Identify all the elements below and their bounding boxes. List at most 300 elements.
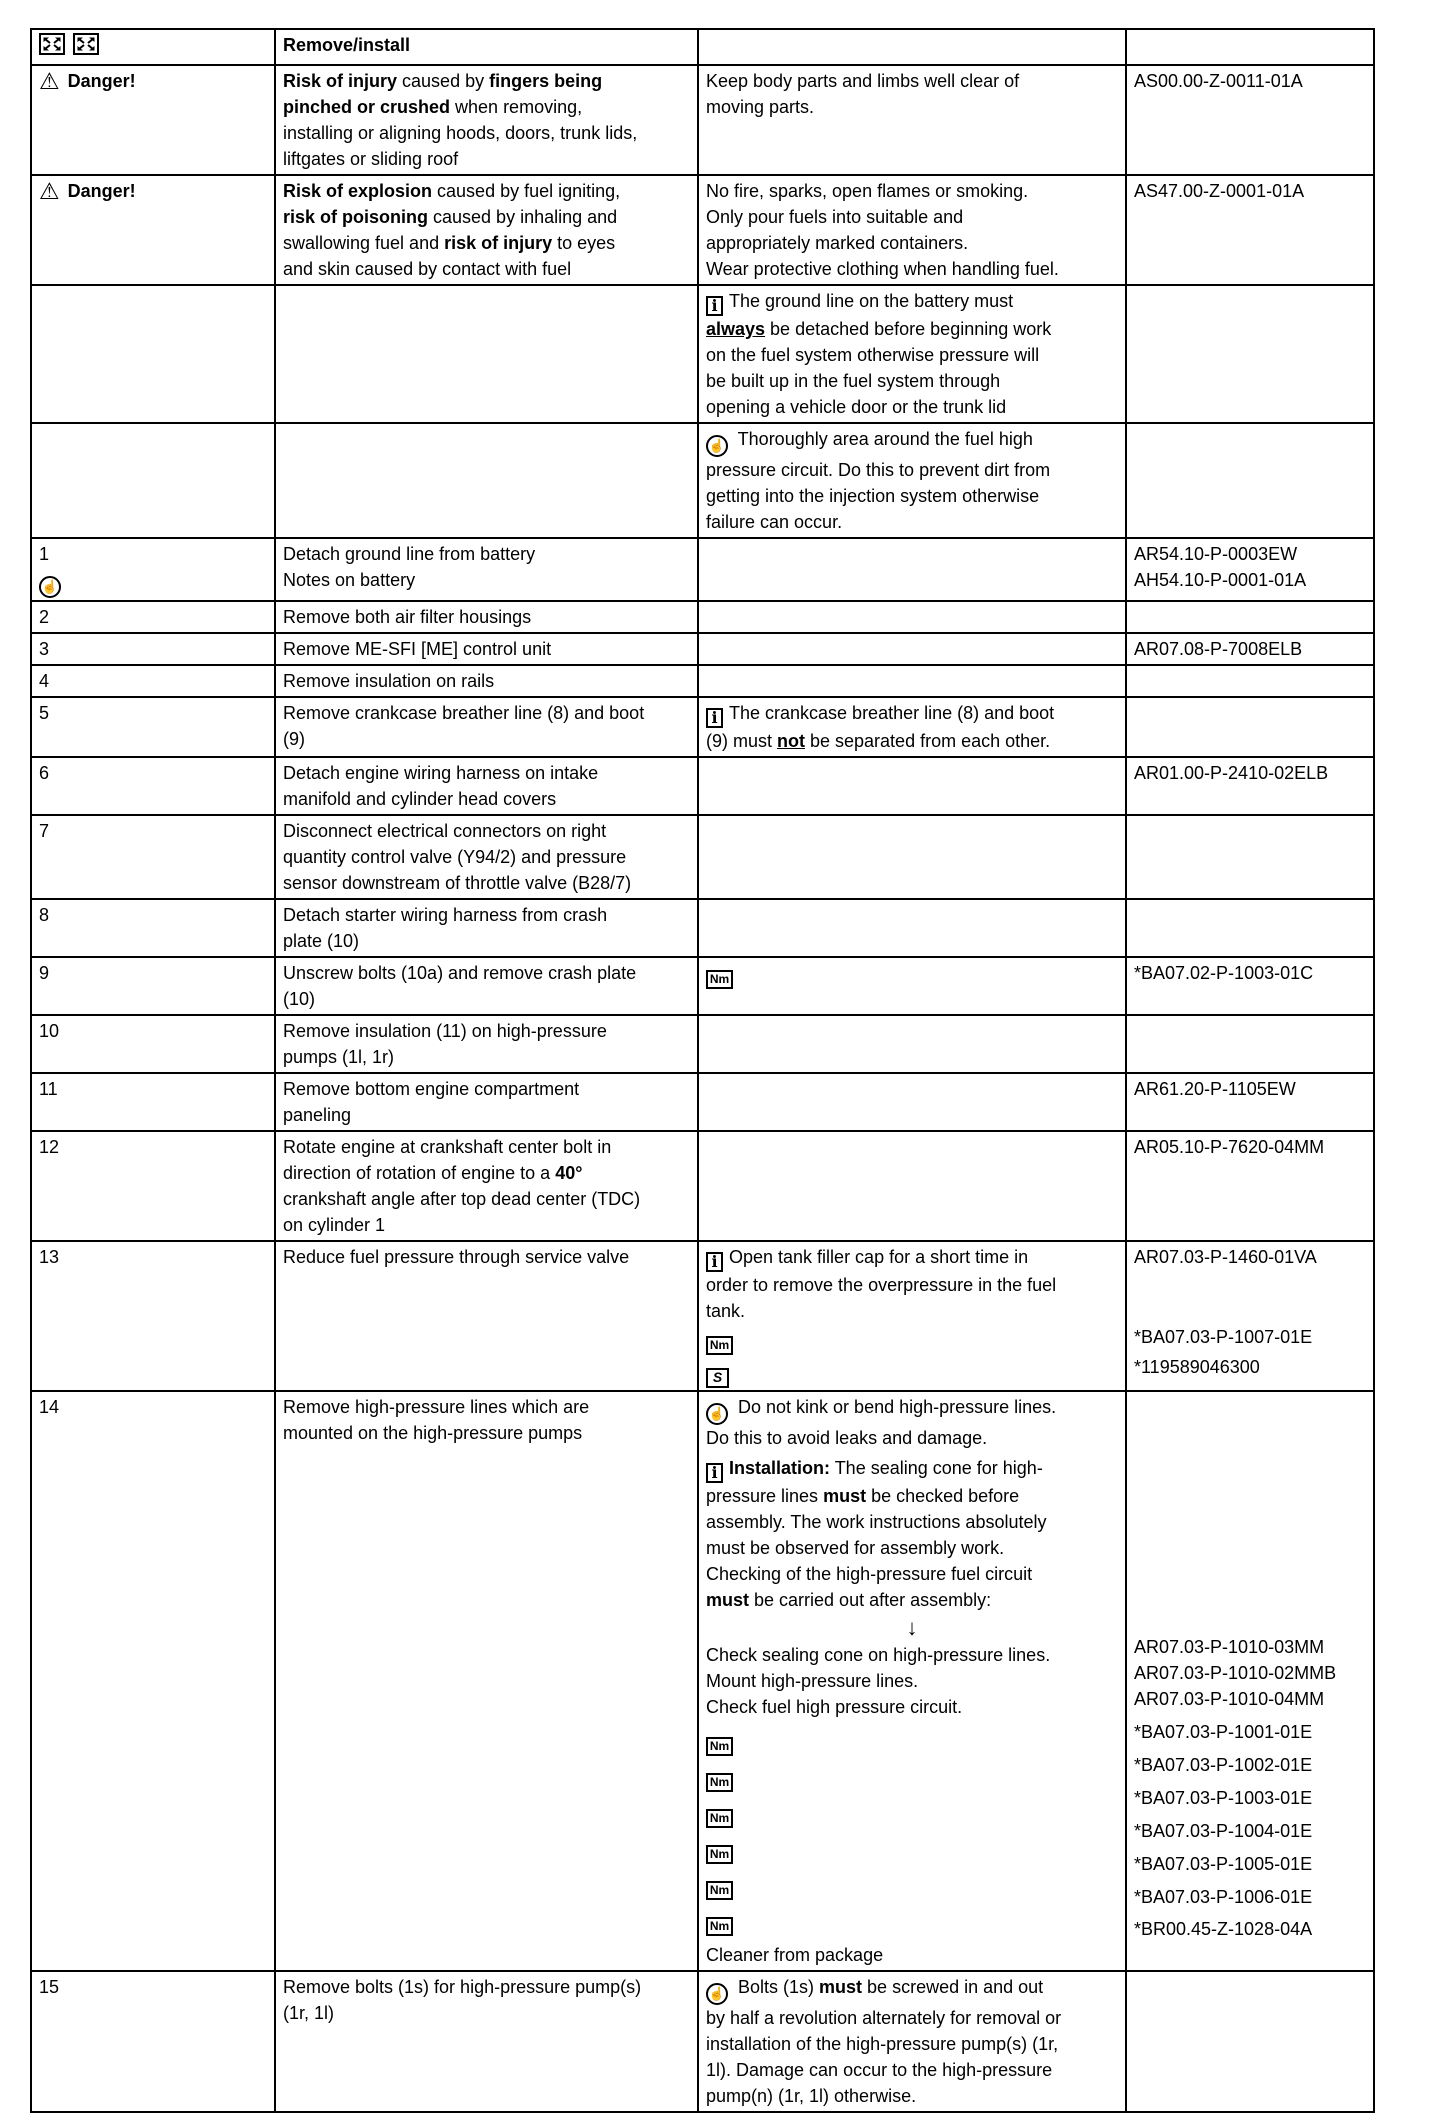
note-row-cleanliness-instruction-cell bbox=[275, 423, 698, 538]
text-line bbox=[283, 1102, 690, 1128]
text-line bbox=[1134, 1752, 1366, 1778]
text-line bbox=[39, 32, 267, 62]
text-line bbox=[706, 1455, 1118, 1483]
text-segment: AR07.03-P-1010-04MM bbox=[1134, 1689, 1325, 1709]
text-segment: *BA07.03-P-1003-01E bbox=[1134, 1788, 1313, 1808]
text-segment: *BA07.02-P-1003-01C bbox=[1134, 963, 1314, 983]
text-line bbox=[1134, 1818, 1366, 1844]
text-segment: must bbox=[819, 1977, 863, 1997]
text-segment: 3 bbox=[39, 639, 50, 659]
text-line bbox=[283, 204, 690, 230]
text-line bbox=[283, 902, 690, 928]
text-segment: assembly. The work instructions absolutely bbox=[706, 1512, 1047, 1532]
note-row-ground-line-notes-cell bbox=[698, 285, 1126, 423]
text-line bbox=[1134, 1134, 1366, 1160]
text-segment: (10) bbox=[283, 989, 316, 1009]
step-row-14-step-cell bbox=[31, 1391, 275, 1971]
nm-icon: Nm bbox=[706, 1773, 733, 1792]
text-segment: Rotate engine at crankshaft center bolt in bbox=[283, 1137, 612, 1157]
text-line bbox=[1134, 1634, 1366, 1660]
text-segment: Remove both air filter housings bbox=[283, 607, 532, 627]
text-segment: Checking of the high-pressure fuel circuit bbox=[706, 1564, 1033, 1584]
step-row-7-step-cell bbox=[31, 815, 275, 899]
text-line bbox=[283, 1186, 690, 1212]
text-line bbox=[1134, 760, 1366, 786]
text-line bbox=[283, 68, 690, 94]
text-line bbox=[706, 457, 1118, 483]
step-row-5-reference-cell bbox=[1126, 697, 1374, 757]
text-line bbox=[39, 700, 267, 726]
text-segment: 5 bbox=[39, 703, 50, 723]
text-segment: Remove ME-SFI [ME] control unit bbox=[283, 639, 552, 659]
text-segment: when removing, bbox=[450, 97, 583, 117]
text-segment: to eyes bbox=[552, 233, 616, 253]
text-segment: Thoroughly area around the fuel high bbox=[733, 429, 1033, 449]
step-row-6-instruction-cell bbox=[275, 757, 698, 815]
text-line bbox=[1134, 960, 1366, 986]
text-segment: AR07.03-P-1010-03MM bbox=[1134, 1637, 1325, 1657]
step-row-7-notes-cell bbox=[698, 815, 1126, 899]
text-line bbox=[39, 178, 267, 204]
text-segment: Remove high-pressure lines which are bbox=[283, 1397, 590, 1417]
text-line bbox=[706, 2083, 1118, 2109]
step-row-1-reference-cell bbox=[1126, 538, 1374, 601]
text-line bbox=[283, 1160, 690, 1186]
text-line bbox=[1134, 1719, 1366, 1745]
step-row-14-reference-cell bbox=[1126, 1391, 1374, 1971]
text-line bbox=[706, 68, 1118, 94]
text-segment: be checked before bbox=[866, 1486, 1020, 1506]
text-segment: *BA07.03-P-1001-01E bbox=[1134, 1722, 1313, 1742]
nm-icon: Nm bbox=[706, 1809, 733, 1828]
text-line bbox=[283, 1018, 690, 1044]
text-segment: moving parts. bbox=[706, 97, 815, 117]
text-line bbox=[706, 368, 1118, 394]
text-line bbox=[283, 541, 690, 567]
text-line bbox=[283, 1244, 690, 1270]
text-line bbox=[1134, 68, 1366, 94]
text-line bbox=[706, 1326, 1118, 1355]
text-line bbox=[1134, 541, 1366, 567]
text-segment: *BA07.03-P-1006-01E bbox=[1134, 1887, 1313, 1907]
text-segment: risk of poisoning bbox=[283, 207, 429, 227]
info-icon: i bbox=[706, 1252, 723, 1272]
text-segment: *BR00.45-Z-1028-04A bbox=[1134, 1919, 1313, 1939]
text-segment: must bbox=[823, 1486, 867, 1506]
text-segment: The sealing cone for high- bbox=[830, 1458, 1043, 1478]
step-row-9-instruction-cell bbox=[275, 957, 698, 1015]
step-row-8-notes-cell bbox=[698, 899, 1126, 957]
special-tool-icon: S bbox=[706, 1368, 729, 1388]
step-row-13-instruction-cell bbox=[275, 1241, 698, 1391]
text-segment: AR07.03-P-1460-01VA bbox=[1134, 1247, 1317, 1267]
text-segment: be detached before beginning work bbox=[765, 319, 1052, 339]
text-segment: 2 bbox=[39, 607, 50, 627]
text-segment: AH54.10-P-0001-01A bbox=[1134, 570, 1307, 590]
text-segment: 9 bbox=[39, 963, 50, 983]
text-line bbox=[1134, 1851, 1366, 1877]
text-segment: by half a revolution alternately for removal or bbox=[706, 2008, 1062, 2028]
text-segment: crankshaft angle after top dead center (TDC) bbox=[283, 1189, 641, 1209]
text-line bbox=[706, 342, 1118, 368]
text-line bbox=[706, 426, 1118, 457]
text-segment: Danger! bbox=[67, 71, 136, 91]
step-row-1-notes-cell bbox=[698, 538, 1126, 601]
info-icon: i bbox=[706, 708, 723, 728]
nm-icon: Nm bbox=[706, 1737, 733, 1756]
danger-row-injury bbox=[31, 65, 1374, 175]
text-line bbox=[283, 668, 690, 694]
step-row-1-step-cell bbox=[31, 538, 275, 601]
nm-icon: Nm bbox=[706, 1845, 733, 1864]
text-line bbox=[1134, 1354, 1366, 1380]
text-segment: be built up in the fuel system through bbox=[706, 371, 1001, 391]
text-segment: 12 bbox=[39, 1137, 60, 1157]
step-row-6-reference-cell bbox=[1126, 757, 1374, 815]
text-segment: Remove bolts (1s) for high-pressure pump(s) bbox=[283, 1977, 642, 1997]
step-row-12-notes-cell bbox=[698, 1131, 1126, 1241]
step-row-11-step-cell bbox=[31, 1073, 275, 1131]
text-line bbox=[39, 668, 267, 694]
text-line bbox=[283, 146, 690, 172]
step-row-10-reference-cell bbox=[1126, 1015, 1374, 1073]
text-segment: sensor downstream of throttle valve (B28/7) bbox=[283, 873, 632, 893]
text-segment: Keep body parts and limbs well clear of bbox=[706, 71, 1020, 91]
text-segment: (1r, 1l) bbox=[283, 2003, 335, 2023]
text-line bbox=[706, 1587, 1118, 1613]
text-segment: Remove crankcase breather line (8) and boot bbox=[283, 703, 645, 723]
text-line bbox=[39, 818, 267, 844]
text-segment: opening a vehicle door or the trunk lid bbox=[706, 397, 1007, 417]
step-row-9-step-cell bbox=[31, 957, 275, 1015]
text-line bbox=[39, 1076, 267, 1102]
step-row-10 bbox=[31, 1015, 1374, 1073]
header-row bbox=[31, 29, 1374, 65]
text-line bbox=[1134, 1884, 1366, 1910]
text-segment: Wear protective clothing when handling fuel. bbox=[706, 259, 1059, 279]
step-row-10-notes-cell bbox=[698, 1015, 1126, 1073]
text-segment: Do this to avoid leaks and damage. bbox=[706, 1428, 988, 1448]
text-segment: and skin caused by contact with fuel bbox=[283, 259, 572, 279]
text-line bbox=[706, 2031, 1118, 2057]
text-segment: The ground line on the battery must bbox=[729, 291, 1014, 311]
info-icon: i bbox=[706, 1463, 723, 1483]
text-segment: caused by fuel igniting, bbox=[432, 181, 621, 201]
text-line bbox=[706, 728, 1118, 754]
text-line bbox=[283, 1134, 690, 1160]
text-line bbox=[283, 1076, 690, 1102]
text-line bbox=[39, 567, 267, 598]
procedure-document bbox=[30, 28, 1375, 2113]
text-segment: AR01.00-P-2410-02ELB bbox=[1134, 763, 1329, 783]
step-row-7-reference-cell bbox=[1126, 815, 1374, 899]
text-segment: 15 bbox=[39, 1977, 60, 1997]
text-line bbox=[39, 68, 267, 94]
text-line bbox=[1134, 1324, 1366, 1350]
danger-row-injury-step-cell bbox=[31, 65, 275, 175]
step-row-15 bbox=[31, 1971, 1374, 2112]
text-segment: Reduce fuel pressure through service valve bbox=[283, 1247, 630, 1267]
text-segment: AR07.08-P-7008ELB bbox=[1134, 639, 1303, 659]
arrow-down-icon: ↓ bbox=[906, 1615, 918, 1640]
step-row-13-notes-cell bbox=[698, 1241, 1126, 1391]
step-row-3-instruction-cell bbox=[275, 633, 698, 665]
text-line bbox=[39, 902, 267, 928]
step-row-5-step-cell bbox=[31, 697, 275, 757]
header-row-step-cell bbox=[31, 29, 275, 65]
step-row-14-notes-cell bbox=[698, 1391, 1126, 1971]
text-segment: plate (10) bbox=[283, 931, 360, 951]
note-row-cleanliness-reference-cell bbox=[1126, 423, 1374, 538]
danger-row-explosion-step-cell bbox=[31, 175, 275, 285]
text-line bbox=[283, 1974, 690, 2000]
text-segment: Detach ground line from battery bbox=[283, 544, 536, 564]
text-line bbox=[283, 256, 690, 282]
note-row-ground-line-reference-cell bbox=[1126, 285, 1374, 423]
text-segment: 10 bbox=[39, 1021, 60, 1041]
step-row-12 bbox=[31, 1131, 1374, 1241]
text-line bbox=[283, 178, 690, 204]
text-line bbox=[706, 1974, 1118, 2005]
text-line bbox=[39, 1974, 267, 2000]
text-line bbox=[706, 1615, 1118, 1642]
text-segment: *BA07.03-P-1002-01E bbox=[1134, 1755, 1313, 1775]
text-segment: installing or aligning hoods, doors, trunk lids, bbox=[283, 123, 638, 143]
text-segment: not bbox=[777, 731, 805, 751]
text-segment: failure can occur. bbox=[706, 512, 843, 532]
text-segment: Detach engine wiring harness on intake bbox=[283, 763, 599, 783]
danger-row-injury-reference-cell bbox=[1126, 65, 1374, 175]
note-row-ground-line-instruction-cell bbox=[275, 285, 698, 423]
text-line bbox=[706, 1298, 1118, 1324]
text-line bbox=[283, 726, 690, 752]
text-line bbox=[706, 230, 1118, 256]
text-line bbox=[1134, 567, 1366, 593]
text-line bbox=[39, 1394, 267, 1420]
text-line bbox=[283, 760, 690, 786]
text-segment: pressure circuit. Do this to prevent dirt from bbox=[706, 460, 1051, 480]
step-row-15-step-cell bbox=[31, 1971, 275, 2112]
text-line bbox=[706, 1642, 1118, 1668]
step-row-1-instruction-cell bbox=[275, 538, 698, 601]
text-segment: Remove/install bbox=[283, 35, 411, 55]
header-row-instruction-cell bbox=[275, 29, 698, 65]
text-line bbox=[283, 870, 690, 896]
expand-icon bbox=[39, 33, 65, 62]
text-line bbox=[706, 1907, 1118, 1936]
step-row-15-instruction-cell bbox=[275, 1971, 698, 2112]
text-line bbox=[706, 94, 1118, 120]
step-row-9 bbox=[31, 957, 1374, 1015]
text-segment: Unscrew bolts (10a) and remove crash plate bbox=[283, 963, 637, 983]
step-row-3 bbox=[31, 633, 1374, 665]
hand-icon: ☝ bbox=[706, 1983, 728, 2005]
text-line bbox=[283, 94, 690, 120]
text-segment: Cleaner from package bbox=[706, 1945, 884, 1965]
text-line bbox=[283, 636, 690, 662]
text-segment: Risk of injury bbox=[283, 71, 398, 91]
warning-icon: ⚠ bbox=[39, 68, 60, 94]
text-line bbox=[283, 960, 690, 986]
text-line bbox=[706, 288, 1118, 316]
text-line bbox=[706, 1799, 1118, 1828]
step-row-2-instruction-cell bbox=[275, 601, 698, 633]
text-line bbox=[283, 230, 690, 256]
step-row-8-reference-cell bbox=[1126, 899, 1374, 957]
step-row-13-reference-cell bbox=[1126, 1241, 1374, 1391]
danger-row-explosion-notes-cell bbox=[698, 175, 1126, 285]
step-row-3-step-cell bbox=[31, 633, 275, 665]
hand-icon: ☝ bbox=[706, 1403, 728, 1425]
step-row-2 bbox=[31, 601, 1374, 633]
text-segment: be separated from each other. bbox=[805, 731, 1051, 751]
text-line bbox=[706, 1561, 1118, 1587]
warning-icon: ⚠ bbox=[39, 178, 60, 204]
text-segment: Only pour fuels into suitable and bbox=[706, 207, 964, 227]
text-segment: Bolts (1s) bbox=[733, 1977, 820, 1997]
text-segment: fingers being bbox=[489, 71, 603, 91]
step-row-6 bbox=[31, 757, 1374, 815]
note-row-ground-line bbox=[31, 285, 1374, 423]
text-segment: No fire, sparks, open flames or smoking. bbox=[706, 181, 1029, 201]
text-segment: AS00.00-Z-0011-01A bbox=[1134, 71, 1303, 91]
text-segment: always bbox=[706, 319, 766, 339]
text-segment: caused by bbox=[397, 71, 490, 91]
info-icon: i bbox=[706, 296, 723, 316]
step-row-9-notes-cell bbox=[698, 957, 1126, 1015]
text-segment: Installation: bbox=[729, 1458, 831, 1478]
text-segment: must bbox=[706, 1590, 750, 1610]
text-segment: 4 bbox=[39, 671, 50, 691]
text-segment: (9) must bbox=[706, 731, 778, 751]
note-row-cleanliness-notes-cell bbox=[698, 423, 1126, 538]
text-segment: AS47.00-Z-0001-01A bbox=[1134, 181, 1305, 201]
step-row-15-reference-cell bbox=[1126, 1971, 1374, 2112]
danger-row-explosion-instruction-cell bbox=[275, 175, 698, 285]
text-line bbox=[706, 960, 1118, 989]
text-segment: AR05.10-P-7620-04MM bbox=[1134, 1137, 1325, 1157]
text-line bbox=[283, 928, 690, 954]
note-row-ground-line-step-cell bbox=[31, 285, 275, 423]
text-segment: AR07.03-P-1010-02MMB bbox=[1134, 1663, 1337, 1683]
text-segment: appropriately marked containers. bbox=[706, 233, 969, 253]
text-segment: Check fuel high pressure circuit. bbox=[706, 1697, 963, 1717]
text-line bbox=[39, 960, 267, 986]
text-line bbox=[706, 1425, 1118, 1451]
step-row-3-notes-cell bbox=[698, 633, 1126, 665]
procedure-table-body bbox=[31, 29, 1374, 2112]
text-segment: pinched or crushed bbox=[283, 97, 451, 117]
step-row-8 bbox=[31, 899, 1374, 957]
text-segment: be carried out after assembly: bbox=[749, 1590, 992, 1610]
text-line bbox=[39, 1018, 267, 1044]
step-row-2-notes-cell bbox=[698, 601, 1126, 633]
text-line bbox=[1134, 1244, 1366, 1270]
text-segment: on the fuel system otherwise pressure will bbox=[706, 345, 1040, 365]
step-row-11 bbox=[31, 1073, 1374, 1131]
text-segment: 1 bbox=[39, 544, 50, 564]
step-row-5-notes-cell bbox=[698, 697, 1126, 757]
step-row-11-notes-cell bbox=[698, 1073, 1126, 1131]
text-line bbox=[39, 1134, 267, 1160]
text-segment: Open tank filler cap for a short time in bbox=[729, 1247, 1029, 1267]
danger-row-explosion bbox=[31, 175, 1374, 285]
nm-icon: Nm bbox=[706, 1917, 733, 1936]
nm-icon: Nm bbox=[706, 1336, 733, 1355]
text-line bbox=[706, 2057, 1118, 2083]
text-segment: caused by inhaling and bbox=[428, 207, 618, 227]
step-row-4-reference-cell bbox=[1126, 665, 1374, 697]
text-segment: Detach starter wiring harness from crash bbox=[283, 905, 608, 925]
text-line bbox=[706, 316, 1118, 342]
text-line bbox=[1134, 178, 1366, 204]
text-segment: Notes on battery bbox=[283, 570, 416, 590]
step-row-14-instruction-cell bbox=[275, 1391, 698, 1971]
step-row-5 bbox=[31, 697, 1374, 757]
text-segment: getting into the injection system otherwise bbox=[706, 486, 1040, 506]
text-segment: *119589046300 bbox=[1134, 1357, 1260, 1377]
text-line bbox=[706, 2005, 1118, 2031]
text-line bbox=[1134, 1785, 1366, 1811]
text-line bbox=[706, 1942, 1118, 1968]
text-line bbox=[283, 700, 690, 726]
text-segment: 7 bbox=[39, 821, 50, 841]
step-row-11-reference-cell bbox=[1126, 1073, 1374, 1131]
step-row-7 bbox=[31, 815, 1374, 899]
text-line bbox=[283, 844, 690, 870]
text-line bbox=[706, 1244, 1118, 1272]
text-segment: Do not kink or bend high-pressure lines. bbox=[733, 1397, 1057, 1417]
step-row-3-reference-cell bbox=[1126, 633, 1374, 665]
step-row-7-instruction-cell bbox=[275, 815, 698, 899]
text-line bbox=[1134, 1916, 1366, 1942]
text-line bbox=[706, 1727, 1118, 1756]
text-segment: *BA07.03-P-1005-01E bbox=[1134, 1854, 1313, 1874]
text-line bbox=[1134, 636, 1366, 662]
step-row-9-reference-cell bbox=[1126, 957, 1374, 1015]
step-row-11-instruction-cell bbox=[275, 1073, 698, 1131]
text-line bbox=[706, 700, 1118, 728]
step-row-8-instruction-cell bbox=[275, 899, 698, 957]
text-segment: swallowing fuel and bbox=[283, 233, 445, 253]
step-row-6-step-cell bbox=[31, 757, 275, 815]
text-segment: manifold and cylinder head covers bbox=[283, 789, 557, 809]
text-line bbox=[706, 204, 1118, 230]
text-line bbox=[39, 541, 267, 567]
nm-icon: Nm bbox=[706, 970, 733, 989]
text-line bbox=[283, 1044, 690, 1070]
text-line bbox=[706, 1483, 1118, 1509]
text-line bbox=[706, 1871, 1118, 1900]
text-line bbox=[706, 256, 1118, 282]
text-segment: 6 bbox=[39, 763, 50, 783]
text-segment: Remove bottom engine compartment bbox=[283, 1079, 580, 1099]
text-line bbox=[1134, 1660, 1366, 1686]
text-line bbox=[706, 1359, 1118, 1388]
header-row-reference-cell bbox=[1126, 29, 1374, 65]
text-line bbox=[283, 567, 690, 593]
text-line bbox=[706, 178, 1118, 204]
text-segment: quantity control valve (Y94/2) and pressure bbox=[283, 847, 627, 867]
text-line bbox=[283, 818, 690, 844]
step-row-1 bbox=[31, 538, 1374, 601]
text-segment: 8 bbox=[39, 905, 50, 925]
text-line bbox=[706, 1535, 1118, 1561]
text-line bbox=[706, 509, 1118, 535]
text-line bbox=[706, 483, 1118, 509]
text-line bbox=[39, 604, 267, 630]
step-row-4-notes-cell bbox=[698, 665, 1126, 697]
